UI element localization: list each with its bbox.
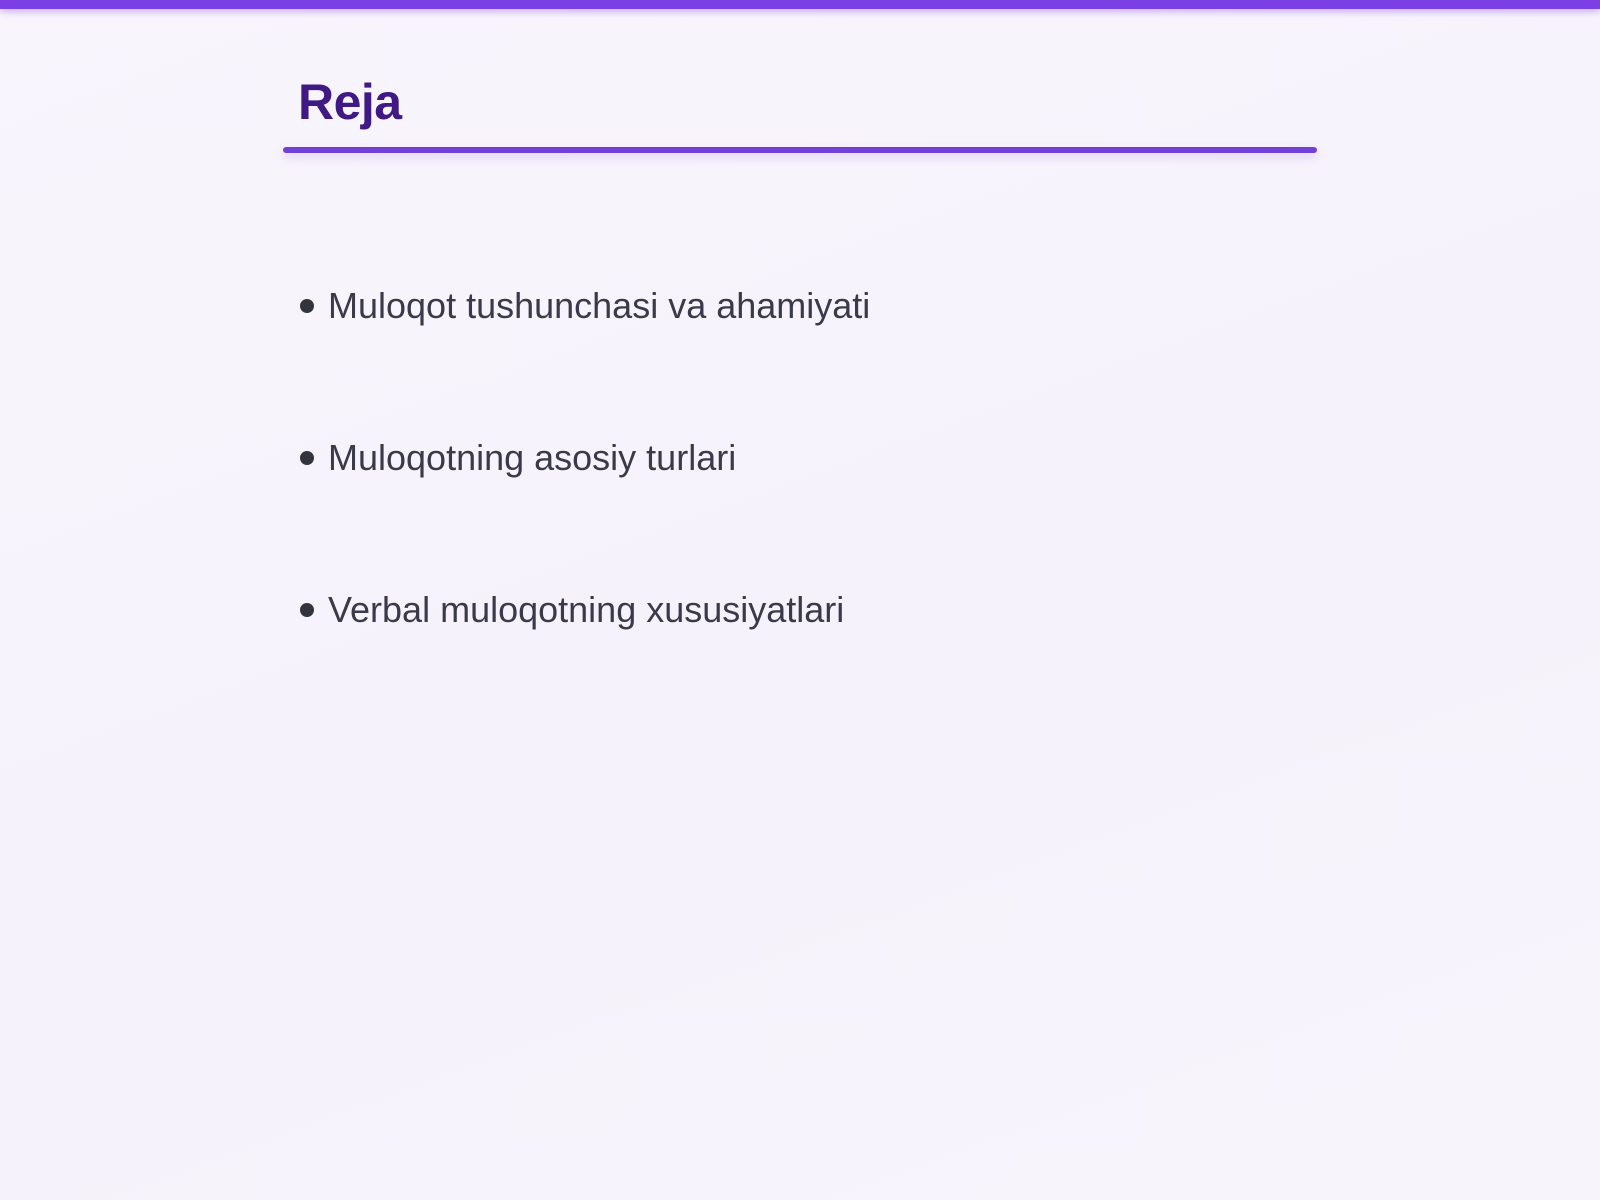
bullet-dot-icon xyxy=(300,451,314,465)
bullet-item xyxy=(300,586,844,634)
bullet-dot-icon xyxy=(300,603,314,617)
bullet-item xyxy=(300,282,870,330)
title-underline xyxy=(283,147,1317,153)
bullet-item xyxy=(300,434,736,482)
bullet-text: Verbal muloqotning xususiyatlari xyxy=(328,589,845,630)
bullet-dot-icon xyxy=(300,299,314,313)
top-accent-bar xyxy=(0,0,1600,9)
bullet-text: Muloqot tushunchasi va ahamiyati xyxy=(328,285,871,326)
bullet-text: Muloqotning asosiy turlari xyxy=(328,437,737,478)
slide-title: Reja xyxy=(298,74,402,130)
